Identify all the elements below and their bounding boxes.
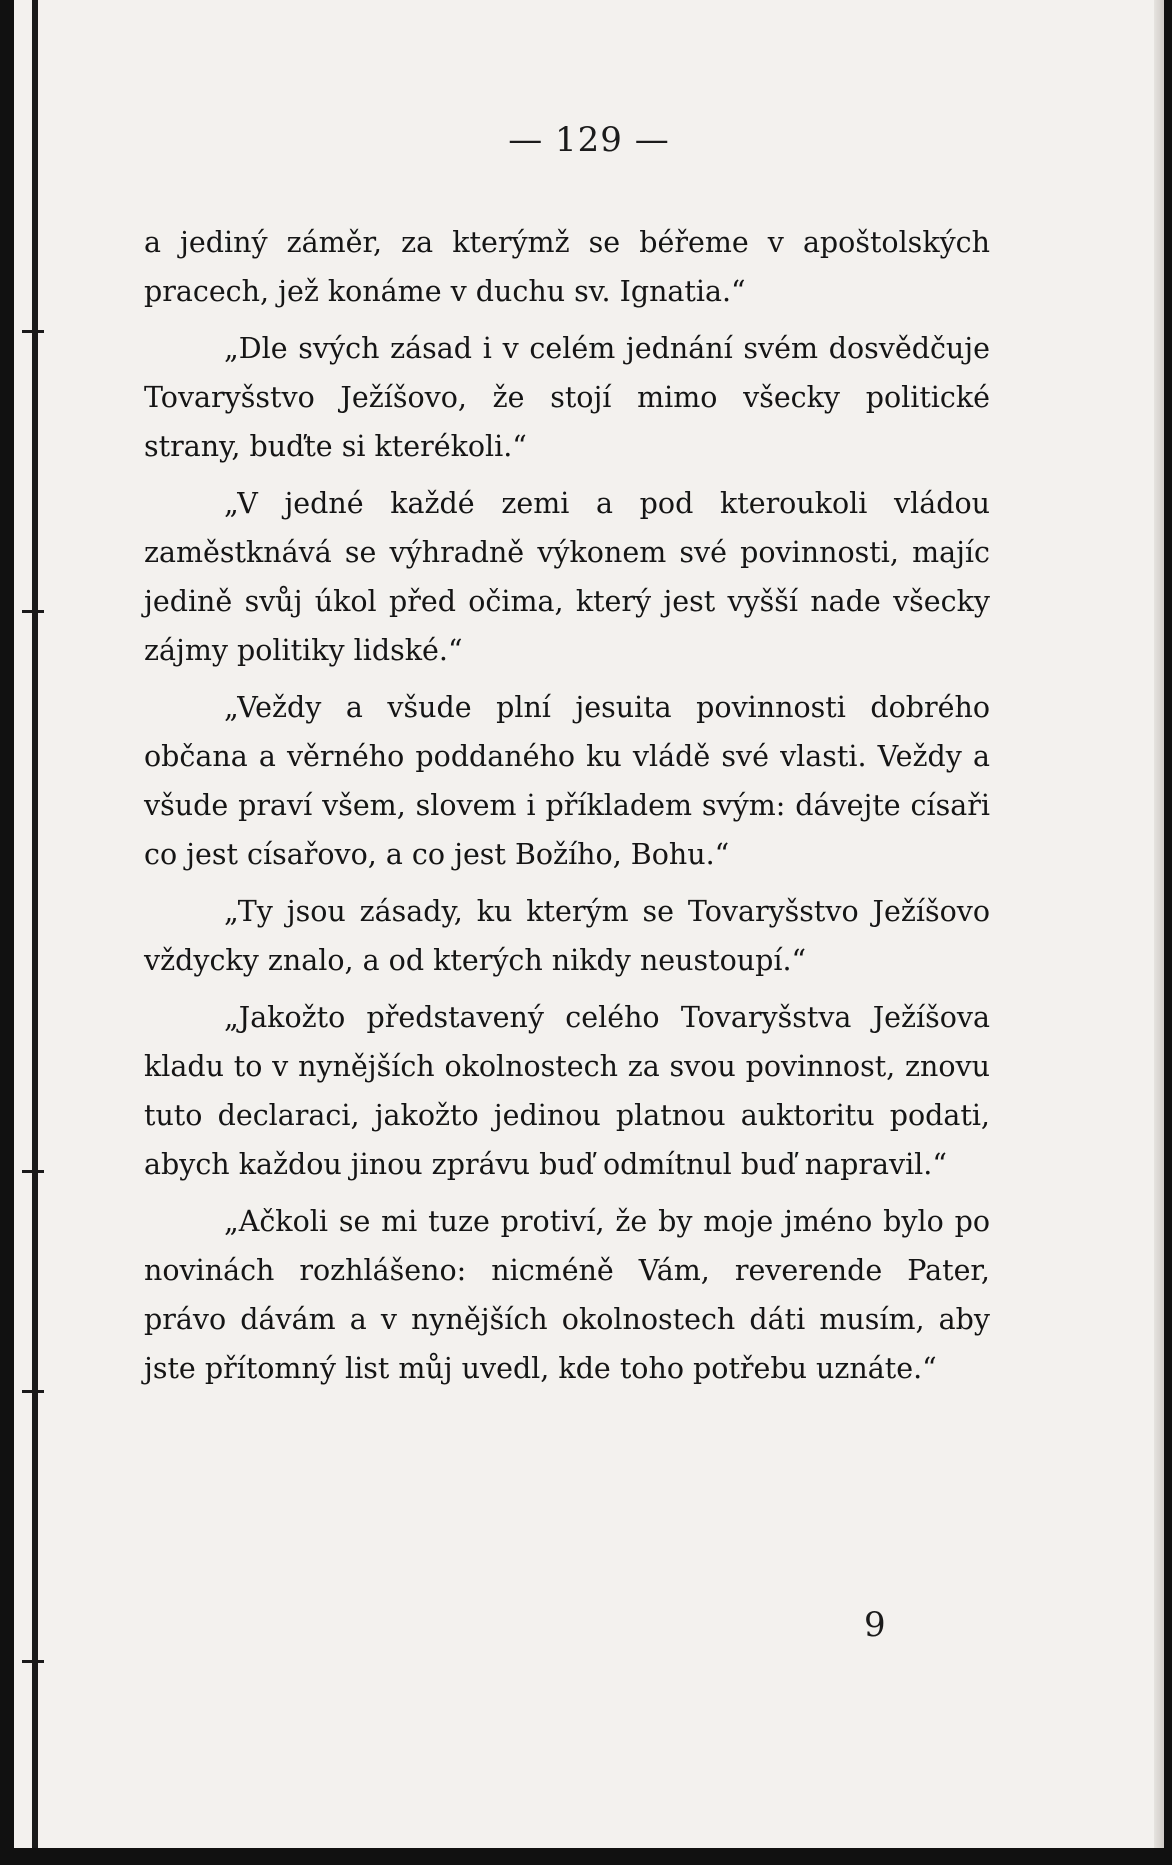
spine-mark: [22, 1170, 44, 1173]
paragraph: „Dle svých zásad i v celém jednání svém dosvědčuje Tovaryšstvo Ježíšovo, že stojí mimo všecky politické strany, buďte si kterékoli.“: [144, 332, 990, 463]
page-spine-shadow: [32, 0, 38, 1848]
page-number-header: — 129 —: [508, 120, 670, 160]
paragraph: „Jakožto představený celého Tovaryšstva Ježíšova kladu to v nynějších okolnostech za svou povinnost, znovu tuto declaraci, jakožto jedinou platnou auktoritu podati, abych každou jinou zprávu buď odmítnul buď napravil.“: [144, 1001, 990, 1181]
paragraph: „Ačkoli se mi tuze protiví, že by moje jméno bylo po novinách rozhlášeno: nicméně Vám, reverende Pater, právo dávám a v nynějších okolnostech dáti musím, aby jste přítomný list můj uvedl, kde toho potřebu uznáte.“: [144, 1205, 990, 1385]
paragraph: a jediný záměr, za kterýmž se béřeme v apoštolských pracech, jež konáme v duchu sv. Ignatia.“: [144, 226, 990, 308]
spine-mark: [22, 1660, 44, 1663]
spine-mark: [22, 330, 44, 333]
page-edge: [1154, 0, 1164, 1848]
body-text: [144, 218, 990, 1401]
spine-mark: [22, 1390, 44, 1393]
paragraph: „Ty jsou zásady, ku kterým se Tovaryšstvo Ježíšovo vždycky znalo, a od kterých nikdy neustoupí.“: [144, 895, 990, 977]
paragraph: „Veždy a všude plní jesuita povinnosti dobrého občana a věrného poddaného ku vládě své vlasti. Veždy a všude praví všem, slovem i příkladem svým: dávejte císaři co jest císařovo, a co jest Božího, Bohu.“: [144, 691, 990, 871]
signature-mark: 9: [864, 1605, 886, 1645]
book-page: [14, 0, 1164, 1848]
paragraph: „V jedné každé zemi a pod kteroukoli vládou zaměstknává se výhradně výkonem své povinnosti, majíc jedině svůj úkol před očima, který jest vyšší nade všecky zájmy politiky lidské.“: [144, 487, 990, 667]
spine-mark: [22, 610, 44, 613]
